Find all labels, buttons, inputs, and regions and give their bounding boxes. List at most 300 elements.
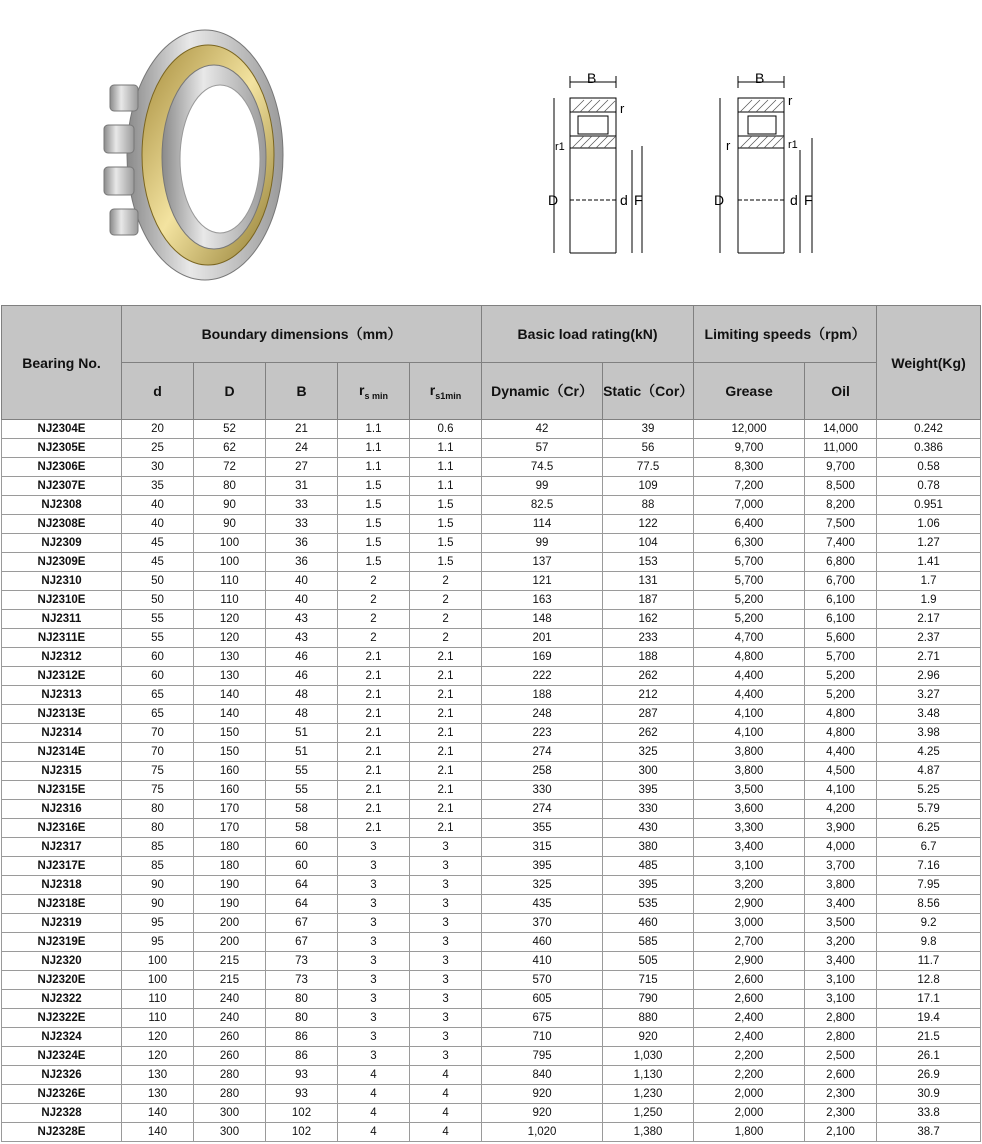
table-cell: 460 xyxy=(603,914,694,933)
header-rs-min-sub: s min xyxy=(364,390,388,401)
table-cell: 11,000 xyxy=(805,439,877,458)
table-cell: 6,100 xyxy=(805,610,877,629)
table-row xyxy=(2,1009,981,1028)
bearing-number-cell: NJ2311 xyxy=(2,610,122,629)
table-row xyxy=(2,515,981,534)
diagram2-label-r-top: r xyxy=(788,93,793,108)
table-cell: 1.5 xyxy=(410,515,482,534)
table-cell: 110 xyxy=(194,572,266,591)
table-cell: 370 xyxy=(482,914,603,933)
table-row xyxy=(2,591,981,610)
table-cell: 122 xyxy=(603,515,694,534)
table-cell: 3,400 xyxy=(805,952,877,971)
table-cell: 2,500 xyxy=(805,1047,877,1066)
table-cell: 0.951 xyxy=(877,496,981,515)
table-cell: 3 xyxy=(410,971,482,990)
table-cell: 430 xyxy=(603,819,694,838)
table-cell: 3,900 xyxy=(805,819,877,838)
table-cell: 170 xyxy=(194,819,266,838)
table-cell: 140 xyxy=(194,686,266,705)
table-row xyxy=(2,477,981,496)
table-cell: 840 xyxy=(482,1066,603,1085)
table-row xyxy=(2,686,981,705)
table-cell: 3,300 xyxy=(694,819,805,838)
table-cell: 2.1 xyxy=(338,686,410,705)
table-cell: 2.1 xyxy=(338,724,410,743)
table-cell: 2.1 xyxy=(410,648,482,667)
table-cell: 4,800 xyxy=(805,724,877,743)
table-cell: 2,700 xyxy=(694,933,805,952)
table-cell: 2,100 xyxy=(805,1123,877,1142)
table-cell: 4,200 xyxy=(805,800,877,819)
table-cell: 5,200 xyxy=(805,667,877,686)
table-cell: 50 xyxy=(122,572,194,591)
table-cell: 4.87 xyxy=(877,762,981,781)
table-cell: 2.1 xyxy=(410,743,482,762)
table-cell: 715 xyxy=(603,971,694,990)
table-cell: 2 xyxy=(410,629,482,648)
table-cell: 1.1 xyxy=(410,458,482,477)
table-cell: 260 xyxy=(194,1047,266,1066)
table-cell: 4,800 xyxy=(805,705,877,724)
table-cell: 2.1 xyxy=(410,686,482,705)
table-cell: 1.1 xyxy=(410,439,482,458)
bearing-number-cell: NJ2308 xyxy=(2,496,122,515)
table-cell: 85 xyxy=(122,838,194,857)
table-cell: 1,130 xyxy=(603,1066,694,1085)
table-cell: 70 xyxy=(122,743,194,762)
table-cell: 3 xyxy=(410,952,482,971)
table-cell: 2.96 xyxy=(877,667,981,686)
table-cell: 200 xyxy=(194,914,266,933)
table-cell: 2.1 xyxy=(410,705,482,724)
table-cell: 605 xyxy=(482,990,603,1009)
bearing-number-cell: NJ2319 xyxy=(2,914,122,933)
diagram2-label-d-inner: d xyxy=(790,192,798,208)
table-row xyxy=(2,781,981,800)
table-cell: 505 xyxy=(603,952,694,971)
table-cell: 2.1 xyxy=(338,705,410,724)
table-cell: 188 xyxy=(603,648,694,667)
table-cell: 4 xyxy=(410,1085,482,1104)
table-cell: 3,200 xyxy=(694,876,805,895)
table-cell: 90 xyxy=(122,876,194,895)
bearing-photo xyxy=(90,25,290,287)
table-cell: 14,000 xyxy=(805,420,877,439)
table-cell: 3 xyxy=(338,914,410,933)
table-row xyxy=(2,819,981,838)
table-cell: 60 xyxy=(266,838,338,857)
table-cell: 4,400 xyxy=(805,743,877,762)
table-row xyxy=(2,1028,981,1047)
table-cell: 73 xyxy=(266,952,338,971)
table-cell: 0.78 xyxy=(877,477,981,496)
bearing-number-cell: NJ2328E xyxy=(2,1123,122,1142)
table-cell: 26.9 xyxy=(877,1066,981,1085)
table-cell: 100 xyxy=(122,971,194,990)
table-cell: 4 xyxy=(338,1085,410,1104)
table-body xyxy=(2,420,981,1142)
table-cell: 90 xyxy=(122,895,194,914)
header-dynamic: Dynamic（Cr） xyxy=(482,363,603,420)
bearing-number-cell: NJ2306E xyxy=(2,458,122,477)
bearing-number-cell: NJ2313 xyxy=(2,686,122,705)
table-cell: 1.06 xyxy=(877,515,981,534)
table-cell: 45 xyxy=(122,553,194,572)
table-cell: 3 xyxy=(410,914,482,933)
table-cell: 42 xyxy=(482,420,603,439)
table-cell: 0.386 xyxy=(877,439,981,458)
table-cell: 3 xyxy=(338,1028,410,1047)
table-row xyxy=(2,762,981,781)
bearing-number-cell: NJ2314 xyxy=(2,724,122,743)
table-cell: 120 xyxy=(122,1028,194,1047)
table-cell: 2.1 xyxy=(410,819,482,838)
table-cell: 6.7 xyxy=(877,838,981,857)
table-row xyxy=(2,705,981,724)
table-cell: 274 xyxy=(482,743,603,762)
table-cell: 920 xyxy=(603,1028,694,1047)
table-cell: 0.58 xyxy=(877,458,981,477)
bearing-number-cell: NJ2316E xyxy=(2,819,122,838)
table-cell: 46 xyxy=(266,648,338,667)
table-row xyxy=(2,838,981,857)
table-cell: 110 xyxy=(122,990,194,1009)
table-cell: 248 xyxy=(482,705,603,724)
bearing-number-cell: NJ2304E xyxy=(2,420,122,439)
table-row xyxy=(2,724,981,743)
table-cell: 920 xyxy=(482,1104,603,1123)
table-row xyxy=(2,914,981,933)
table-row xyxy=(2,553,981,572)
table-row xyxy=(2,971,981,990)
bearing-number-cell: NJ2320 xyxy=(2,952,122,971)
bearing-number-cell: NJ2309E xyxy=(2,553,122,572)
table-cell: 4 xyxy=(338,1104,410,1123)
table-cell: 30.9 xyxy=(877,1085,981,1104)
table-cell: 121 xyxy=(482,572,603,591)
table-cell: 6.25 xyxy=(877,819,981,838)
table-row xyxy=(2,648,981,667)
table-cell: 485 xyxy=(603,857,694,876)
table-cell: 33.8 xyxy=(877,1104,981,1123)
table-cell: 153 xyxy=(603,553,694,572)
table-row xyxy=(2,800,981,819)
table-cell: 2,800 xyxy=(805,1009,877,1028)
table-cell: 7,500 xyxy=(805,515,877,534)
table-cell: 2.1 xyxy=(338,819,410,838)
table-cell: 3 xyxy=(410,857,482,876)
diagram1-label-d-outer: D xyxy=(548,192,559,208)
table-cell: 1.1 xyxy=(338,458,410,477)
table-cell: 60 xyxy=(122,648,194,667)
bearing-number-cell: NJ2310E xyxy=(2,591,122,610)
table-cell: 6,400 xyxy=(694,515,805,534)
table-cell: 9.8 xyxy=(877,933,981,952)
bearing-number-cell: NJ2308E xyxy=(2,515,122,534)
diagram2-label-r-side: r xyxy=(726,138,731,153)
table-row xyxy=(2,857,981,876)
table-cell: 4 xyxy=(338,1066,410,1085)
table-cell: 1.1 xyxy=(338,420,410,439)
header-d: d xyxy=(122,363,194,420)
table-cell: 280 xyxy=(194,1085,266,1104)
table-cell: 1,030 xyxy=(603,1047,694,1066)
table-cell: 1,250 xyxy=(603,1104,694,1123)
header-oil: Oil xyxy=(805,363,877,420)
bearing-number-cell: NJ2305E xyxy=(2,439,122,458)
table-cell: 1.5 xyxy=(410,553,482,572)
table-cell: 40 xyxy=(122,515,194,534)
table-cell: 150 xyxy=(194,743,266,762)
bearing-number-cell: NJ2326E xyxy=(2,1085,122,1104)
bearing-number-cell: NJ2313E xyxy=(2,705,122,724)
bearing-number-cell: NJ2318E xyxy=(2,895,122,914)
table-cell: 2,400 xyxy=(694,1028,805,1047)
table-cell: 93 xyxy=(266,1085,338,1104)
table-cell: 1.27 xyxy=(877,534,981,553)
table-cell: 3,800 xyxy=(694,743,805,762)
table-cell: 6,800 xyxy=(805,553,877,572)
table-cell: 9,700 xyxy=(805,458,877,477)
table-cell: 80 xyxy=(194,477,266,496)
bearing-number-cell: NJ2309 xyxy=(2,534,122,553)
table-cell: 67 xyxy=(266,914,338,933)
table-cell: 2,300 xyxy=(805,1104,877,1123)
table-cell: 4,500 xyxy=(805,762,877,781)
diagram1-label-b: B xyxy=(587,70,597,86)
table-cell: 3,100 xyxy=(805,971,877,990)
table-cell: 75 xyxy=(122,762,194,781)
table-cell: 4 xyxy=(410,1066,482,1085)
table-cell: 1,020 xyxy=(482,1123,603,1142)
table-cell: 104 xyxy=(603,534,694,553)
table-cell: 2.1 xyxy=(410,762,482,781)
table-row xyxy=(2,876,981,895)
table-cell: 262 xyxy=(603,724,694,743)
table-cell: 258 xyxy=(482,762,603,781)
table-cell: 169 xyxy=(482,648,603,667)
table-cell: 212 xyxy=(603,686,694,705)
table-cell: 201 xyxy=(482,629,603,648)
bearing-number-cell: NJ2326 xyxy=(2,1066,122,1085)
table-cell: 73 xyxy=(266,971,338,990)
table-cell: 80 xyxy=(122,800,194,819)
table-cell: 40 xyxy=(122,496,194,515)
table-cell: 25 xyxy=(122,439,194,458)
table-cell: 35 xyxy=(122,477,194,496)
table-row xyxy=(2,933,981,952)
table-cell: 2,400 xyxy=(694,1009,805,1028)
table-cell: 1.5 xyxy=(338,553,410,572)
table-cell: 315 xyxy=(482,838,603,857)
table-cell: 3,700 xyxy=(805,857,877,876)
table-cell: 3 xyxy=(338,990,410,1009)
diagram1-label-d-inner: d xyxy=(620,192,628,208)
table-cell: 2.71 xyxy=(877,648,981,667)
table-cell: 140 xyxy=(122,1104,194,1123)
table-cell: 163 xyxy=(482,591,603,610)
table-cell: 2.1 xyxy=(410,781,482,800)
table-cell: 1.5 xyxy=(338,515,410,534)
table-cell: 795 xyxy=(482,1047,603,1066)
table-cell: 1.5 xyxy=(338,477,410,496)
table-cell: 46 xyxy=(266,667,338,686)
header-bearing-no: Bearing No. xyxy=(2,306,122,420)
table-cell: 2,600 xyxy=(694,990,805,1009)
table-cell: 2,300 xyxy=(805,1085,877,1104)
table-cell: 2 xyxy=(338,591,410,610)
table-cell: 148 xyxy=(482,610,603,629)
table-cell: 233 xyxy=(603,629,694,648)
table-cell: 1.5 xyxy=(338,496,410,515)
table-cell: 4,700 xyxy=(694,629,805,648)
table-cell: 40 xyxy=(266,572,338,591)
header-grease: Grease xyxy=(694,363,805,420)
table-cell: 45 xyxy=(122,534,194,553)
table-cell: 55 xyxy=(122,610,194,629)
bearing-number-cell: NJ2318 xyxy=(2,876,122,895)
table-cell: 260 xyxy=(194,1028,266,1047)
diagram1-label-r1: r1 xyxy=(555,141,565,153)
bearing-number-cell: NJ2316 xyxy=(2,800,122,819)
table-cell: 58 xyxy=(266,800,338,819)
header-rs1-min xyxy=(410,363,482,420)
table-cell: 72 xyxy=(194,458,266,477)
table-cell: 5,600 xyxy=(805,629,877,648)
table-cell: 150 xyxy=(194,724,266,743)
bearing-number-cell: NJ2317 xyxy=(2,838,122,857)
table-cell: 1.5 xyxy=(338,534,410,553)
table-row xyxy=(2,439,981,458)
table-cell: 90 xyxy=(194,496,266,515)
table-cell: 110 xyxy=(122,1009,194,1028)
table-cell: 2.17 xyxy=(877,610,981,629)
table-cell: 80 xyxy=(122,819,194,838)
table-cell: 82.5 xyxy=(482,496,603,515)
table-cell: 77.5 xyxy=(603,458,694,477)
table-cell: 7,400 xyxy=(805,534,877,553)
table-cell: 80 xyxy=(266,1009,338,1028)
header-b: B xyxy=(266,363,338,420)
header-rs1-min-base: r xyxy=(429,381,436,398)
table-cell: 12.8 xyxy=(877,971,981,990)
table-cell: 2,900 xyxy=(694,895,805,914)
table-row xyxy=(2,895,981,914)
table-cell: 4,100 xyxy=(805,781,877,800)
table-cell: 790 xyxy=(603,990,694,1009)
table-cell: 55 xyxy=(266,781,338,800)
table-cell: 160 xyxy=(194,762,266,781)
table-cell: 93 xyxy=(266,1066,338,1085)
table-row xyxy=(2,952,981,971)
table-cell: 3,500 xyxy=(805,914,877,933)
table-cell: 0.242 xyxy=(877,420,981,439)
table-cell: 58 xyxy=(266,819,338,838)
table-row xyxy=(2,1047,981,1066)
table-cell: 240 xyxy=(194,990,266,1009)
table-cell: 114 xyxy=(482,515,603,534)
table-cell: 5,200 xyxy=(694,591,805,610)
table-cell: 130 xyxy=(122,1085,194,1104)
table-cell: 2,000 xyxy=(694,1104,805,1123)
table-cell: 330 xyxy=(603,800,694,819)
table-cell: 8.56 xyxy=(877,895,981,914)
table-cell: 274 xyxy=(482,800,603,819)
table-cell: 86 xyxy=(266,1047,338,1066)
bearing-number-cell: NJ2320E xyxy=(2,971,122,990)
header-rs1-min-sub: s1min xyxy=(435,390,462,401)
table-cell: 1.7 xyxy=(877,572,981,591)
table-cell: 4,100 xyxy=(694,705,805,724)
table-cell: 1.1 xyxy=(338,439,410,458)
table-row xyxy=(2,572,981,591)
table-cell: 2.37 xyxy=(877,629,981,648)
bearing-section-diagram-1 xyxy=(540,68,650,258)
table-cell: 535 xyxy=(603,895,694,914)
table-cell: 300 xyxy=(603,762,694,781)
table-cell: 51 xyxy=(266,743,338,762)
table-cell: 11.7 xyxy=(877,952,981,971)
table-cell: 43 xyxy=(266,629,338,648)
table-cell: 1.41 xyxy=(877,553,981,572)
table-cell: 3.27 xyxy=(877,686,981,705)
table-cell: 920 xyxy=(482,1085,603,1104)
table-cell: 570 xyxy=(482,971,603,990)
header-limiting-speeds: Limiting speeds（rpm） xyxy=(694,306,877,363)
table-cell: 4 xyxy=(338,1123,410,1142)
table-cell: 2 xyxy=(410,591,482,610)
table-cell: 109 xyxy=(603,477,694,496)
table-cell: 2.1 xyxy=(410,667,482,686)
table-cell: 3 xyxy=(410,1009,482,1028)
table-cell: 7,200 xyxy=(694,477,805,496)
table-cell: 2.1 xyxy=(410,724,482,743)
diagram2-label-r1: r1 xyxy=(788,139,798,151)
table-cell: 395 xyxy=(482,857,603,876)
table-cell: 17.1 xyxy=(877,990,981,1009)
table-cell: 120 xyxy=(122,1047,194,1066)
table-cell: 2,600 xyxy=(805,1066,877,1085)
table-cell: 2 xyxy=(410,610,482,629)
table-cell: 6,700 xyxy=(805,572,877,591)
table-cell: 3 xyxy=(338,1009,410,1028)
table-cell: 137 xyxy=(482,553,603,572)
table-cell: 5,700 xyxy=(694,553,805,572)
bearing-number-cell: NJ2312 xyxy=(2,648,122,667)
table-cell: 140 xyxy=(122,1123,194,1142)
table-cell: 1,380 xyxy=(603,1123,694,1142)
table-cell: 90 xyxy=(194,515,266,534)
table-cell: 51 xyxy=(266,724,338,743)
table-cell: 3,100 xyxy=(805,990,877,1009)
table-cell: 395 xyxy=(603,876,694,895)
table-cell: 0.6 xyxy=(410,420,482,439)
table-cell: 3,800 xyxy=(694,762,805,781)
table-row xyxy=(2,667,981,686)
table-cell: 162 xyxy=(603,610,694,629)
header-static: Static（Cor） xyxy=(603,363,694,420)
table-cell: 55 xyxy=(122,629,194,648)
table-cell: 2 xyxy=(338,629,410,648)
table-cell: 64 xyxy=(266,895,338,914)
table-cell: 170 xyxy=(194,800,266,819)
table-cell: 3 xyxy=(338,838,410,857)
table-cell: 64 xyxy=(266,876,338,895)
table-row xyxy=(2,1104,981,1123)
table-cell: 4,400 xyxy=(694,686,805,705)
table-cell: 60 xyxy=(266,857,338,876)
